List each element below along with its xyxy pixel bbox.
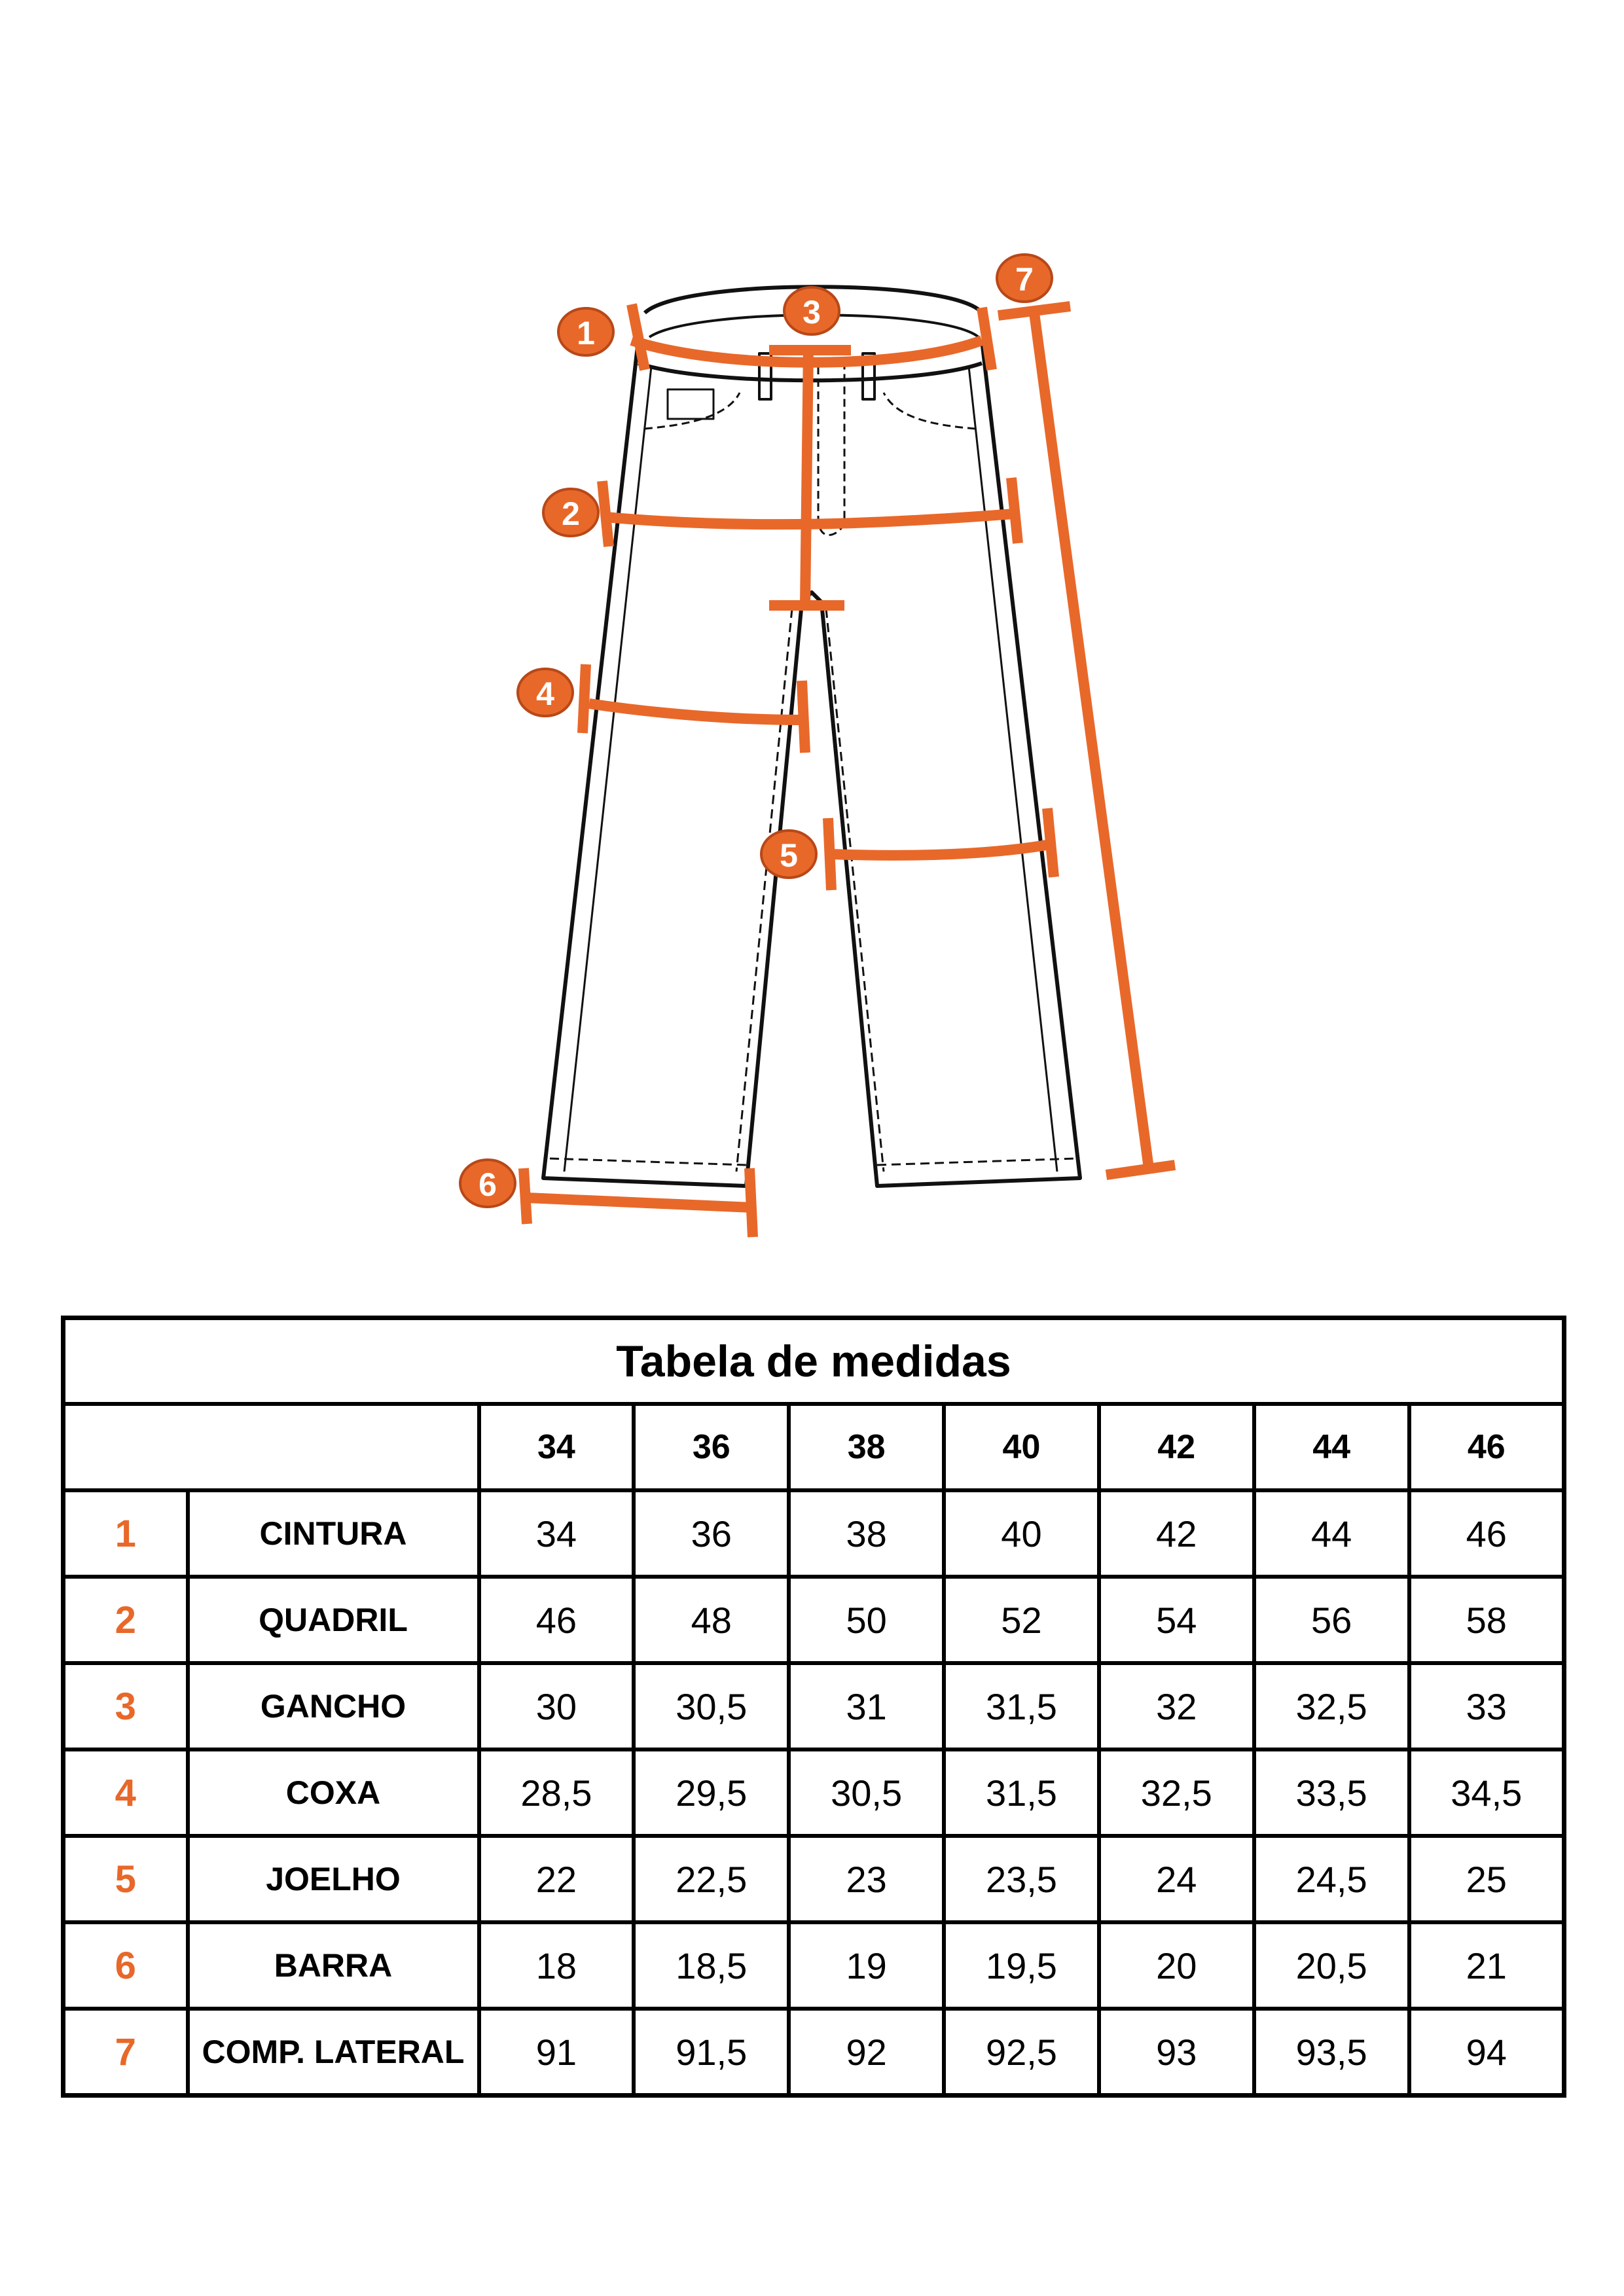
measurement-value: 31,5	[944, 1663, 1099, 1749]
measurement-value: 48	[634, 1577, 789, 1663]
measurement-value: 92,5	[944, 2009, 1099, 2096]
measurement-value: 33	[1409, 1663, 1564, 1749]
measure-tick-2b	[1011, 478, 1018, 543]
measurement-value: 52	[944, 1577, 1099, 1663]
right-leg-outer	[821, 340, 1080, 1186]
measurement-value: 93	[1099, 2009, 1254, 2096]
marker-3-label: 3	[803, 294, 821, 331]
measurement-value: 32	[1099, 1663, 1254, 1749]
table-title: Tabela de medidas	[63, 1318, 1564, 1405]
measurement-value: 20,5	[1254, 1922, 1409, 2009]
measurement-name: COXA	[188, 1749, 479, 1836]
table-row	[63, 1922, 1564, 2009]
measurement-value: 31,5	[944, 1749, 1099, 1836]
measurement-value: 46	[1409, 1490, 1564, 1577]
measurement-value: 23	[789, 1836, 944, 1922]
measurement-value: 25	[1409, 1836, 1564, 1922]
measurement-value: 18,5	[634, 1922, 789, 2009]
measure-tick-7b	[1106, 1165, 1175, 1175]
table-row	[63, 2009, 1564, 2096]
left-leg-outer	[543, 340, 802, 1186]
marker-2-label: 2	[562, 495, 580, 532]
marker-5-label: 5	[780, 837, 798, 874]
measurement-name: COMP. LATERAL	[188, 2009, 479, 2096]
measurement-value: 32,5	[1254, 1663, 1409, 1749]
measurement-value: 30,5	[634, 1663, 789, 1749]
left-inseam-stitch	[736, 609, 792, 1172]
measure-tick-2a	[602, 481, 609, 547]
pocket-right	[884, 393, 975, 429]
measurement-value: 24,5	[1254, 1836, 1409, 1922]
marker-1-label: 1	[577, 315, 595, 351]
measurement-value: 93,5	[1254, 2009, 1409, 2096]
measurement-value: 36	[634, 1490, 789, 1577]
measurement-value: 40	[944, 1490, 1099, 1577]
measurement-value: 42	[1099, 1490, 1254, 1577]
size-header: 46	[1409, 1404, 1564, 1490]
marker-7	[997, 255, 1052, 302]
coin-pocket	[668, 389, 713, 419]
size-header: 42	[1099, 1404, 1254, 1490]
measure-tick-7a	[998, 306, 1070, 315]
measurement-value: 22	[479, 1836, 634, 1922]
measure-line-3	[805, 347, 808, 605]
row-number: 1	[63, 1490, 188, 1577]
measurement-value: 22,5	[634, 1836, 789, 1922]
row-number: 6	[63, 1922, 188, 2009]
measurement-value: 19	[789, 1922, 944, 2009]
size-header-row	[63, 1404, 1564, 1490]
marker-4-label: 4	[536, 675, 554, 712]
marker-5	[761, 831, 816, 878]
measurement-value: 31	[789, 1663, 944, 1749]
left-hem	[550, 1158, 746, 1165]
right-inseam-stitch	[826, 609, 884, 1172]
measure-tick-1a	[632, 304, 645, 370]
measure-line-4	[589, 704, 802, 720]
right-hem	[877, 1158, 1077, 1165]
measurement-value: 23,5	[944, 1836, 1099, 1922]
marker-4	[518, 669, 573, 716]
row-number: 5	[63, 1836, 188, 1922]
measure-tick-4b	[802, 681, 805, 753]
measurement-rows	[63, 1490, 1564, 2096]
measurement-value: 29,5	[634, 1749, 789, 1836]
measurement-value: 24	[1099, 1836, 1254, 1922]
measurement-value: 46	[479, 1577, 634, 1663]
row-number: 7	[63, 2009, 188, 2096]
measurement-value: 21	[1409, 1922, 1564, 2009]
measurement-value: 38	[789, 1490, 944, 1577]
size-header: 34	[479, 1404, 634, 1490]
table-row	[63, 1836, 1564, 1922]
measurement-value: 50	[789, 1577, 944, 1663]
measurement-name: CINTURA	[188, 1490, 479, 1577]
measure-tick-5b	[1047, 808, 1054, 877]
measurement-value: 91	[479, 2009, 634, 2096]
size-header: 36	[634, 1404, 789, 1490]
size-header-empty	[63, 1404, 479, 1490]
size-header: 40	[944, 1404, 1099, 1490]
table-row	[63, 1663, 1564, 1749]
measurement-name: JOELHO	[188, 1836, 479, 1922]
marker-7-label: 7	[1015, 261, 1034, 298]
measurement-value: 19,5	[944, 1922, 1099, 2009]
size-header: 44	[1254, 1404, 1409, 1490]
measurement-name: GANCHO	[188, 1663, 479, 1749]
measurement-value: 56	[1254, 1577, 1409, 1663]
measurement-value: 92	[789, 2009, 944, 2096]
measurement-value: 91,5	[634, 2009, 789, 2096]
measurement-value: 20	[1099, 1922, 1254, 2009]
measurement-value: 34,5	[1409, 1749, 1564, 1836]
marker-2	[543, 489, 598, 536]
measurement-value: 30	[479, 1663, 634, 1749]
table-row	[63, 1490, 1564, 1577]
marker-1	[558, 308, 613, 355]
measure-tick-6a	[524, 1168, 527, 1224]
measurement-value: 32,5	[1099, 1749, 1254, 1836]
marker-3	[784, 287, 839, 334]
size-chart-table	[61, 1316, 1566, 2098]
measurement-value: 30,5	[789, 1749, 944, 1836]
measurement-value: 94	[1409, 2009, 1564, 2096]
measurement-value: 33,5	[1254, 1749, 1409, 1836]
size-header: 38	[789, 1404, 944, 1490]
table-row	[63, 1577, 1564, 1663]
pocket-left	[645, 393, 740, 429]
measure-line-7	[1034, 313, 1149, 1168]
measurement-lines	[524, 304, 1175, 1237]
measurement-value: 54	[1099, 1577, 1254, 1663]
row-number: 3	[63, 1663, 188, 1749]
marker-6	[460, 1160, 515, 1207]
measure-tick-4a	[583, 664, 586, 733]
measurement-value: 58	[1409, 1577, 1564, 1663]
measure-tick-6b	[749, 1168, 753, 1237]
fly	[818, 367, 844, 535]
row-number: 2	[63, 1577, 188, 1663]
measure-line-5	[831, 844, 1051, 855]
measurement-value: 44	[1254, 1490, 1409, 1577]
measurement-value: 34	[479, 1490, 634, 1577]
marker-6-label: 6	[478, 1166, 497, 1203]
measurement-value: 18	[479, 1922, 634, 2009]
measurement-name: QUADRIL	[188, 1577, 479, 1663]
measurement-name: BARRA	[188, 1922, 479, 2009]
measurement-value: 28,5	[479, 1749, 634, 1836]
measure-line-6	[527, 1198, 753, 1208]
row-number: 4	[63, 1749, 188, 1836]
table-row	[63, 1749, 1564, 1836]
measure-tick-5a	[828, 818, 831, 890]
